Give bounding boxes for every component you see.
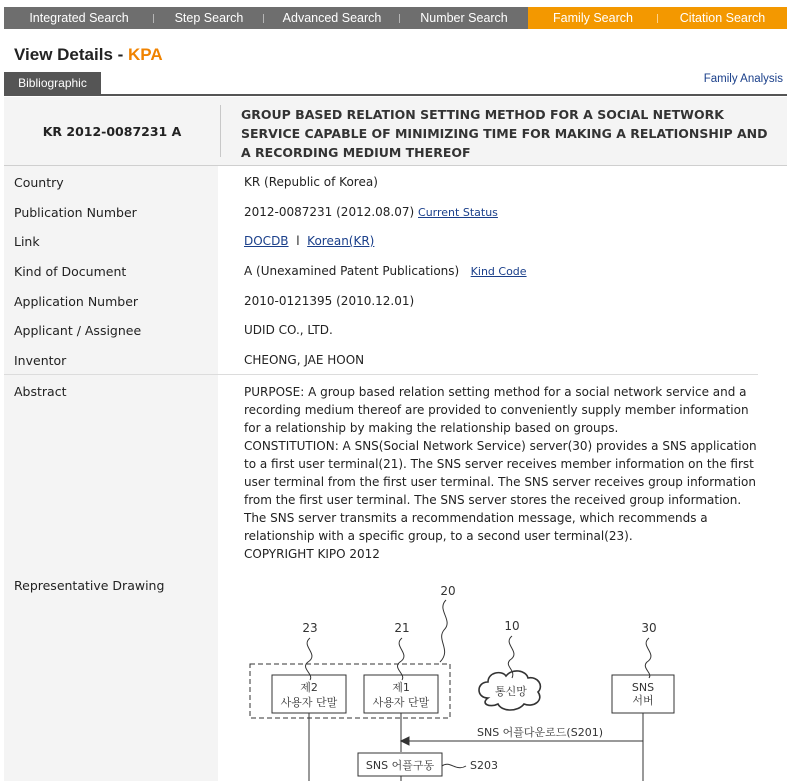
abstract-constitution: CONSTITUTION: A SNS(Social Network Service) server(30) provides a SNS application to a first user terminal(21). The SNS server receives member information on the first user terminal from the first user terminal. The SNS server receives group information from the first user terminal. The SNS server stores the received group information. The SNS server transmits a recommendation message, which recommends a relationship with a specific group, to a second user terminal(23). [244,439,757,543]
tab-step-search[interactable] [154,7,264,29]
section-divider [4,374,758,375]
application-number-value: 2010-0121395 (2010.12.01) [244,294,415,308]
terminal-1-line2: 사용자 단말 [372,696,430,709]
tab-label: Number Search [420,11,508,25]
ref-number-21: 21 [394,621,410,635]
tab-bibliographic[interactable]: Bibliographic [4,72,101,94]
terminal-1-line1: 제1 [392,681,410,694]
tab-citation-search[interactable] [658,7,787,29]
korean-kr-link[interactable]: Korean(KR) [307,234,375,248]
network-label: 통신망 [495,685,527,698]
abstract-text [244,383,764,563]
docdb-link[interactable]: DOCDB [244,234,289,248]
link-separator: l [296,234,300,248]
step-s203-label: S203 [470,759,498,772]
kind-of-document-label: Kind of Document [14,264,127,279]
header-divider [220,105,221,157]
country-value: KR (Republic of Korea) [244,175,378,189]
sns-server-line1: SNS [631,681,655,694]
page-title [14,45,163,65]
family-analysis-link[interactable]: Family Analysis [703,73,783,85]
step-leader [442,764,466,767]
tab-label: Family Search [553,11,633,25]
link-value [244,234,374,248]
tab-underline [4,94,787,96]
inventor-value: CHEONG, JAE HOON [244,353,365,367]
application-number-label: Application Number [14,294,139,309]
leader-line [440,600,447,662]
record-header [4,97,787,166]
representative-drawing [240,580,700,781]
run-app-label: SNS 어플구동 [365,759,435,772]
abstract-label: Abstract [14,384,67,399]
abstract-purpose: PURPOSE: A group based relation setting method for a social network service and a recording medium thereof are provided to conveniently supply member information for a relationship by making the relationship based on groups. [244,385,749,435]
terminal-2-line1: 제2 [300,681,318,694]
ref-number-20: 20 [440,584,456,598]
publication-number-value [244,205,498,219]
kind-code-link[interactable]: Kind Code [470,265,527,278]
tab-label: Citation Search [679,11,766,25]
ref-number-23: 23 [302,621,318,635]
title-text: View Details [14,45,113,64]
kind-of-document-text: A (Unexamined Patent Publications) [244,264,460,278]
publication-number-label: Publication Number [14,205,137,220]
ref-number-30: 30 [641,621,657,635]
current-status-link[interactable]: Current Status [418,206,498,219]
kind-of-document-value [244,264,527,278]
publication-number-text: 2012-0087231 (2012.08.07) [244,205,415,219]
tab-advanced-search[interactable] [264,7,400,29]
patent-title: GROUP BASED RELATION SETTING METHOD FOR A SOCIAL NETWORK SERVICE CAPABLE OF MINIMIZING TIME FOR MAKING A RELATIONSHIP AND A RECORDING MEDIUM THEREOF [241,107,768,160]
leader-line [645,638,651,678]
label-column [4,166,218,781]
representative-drawing-label: Representative Drawing [14,578,165,593]
leader-line [397,638,403,680]
link-label: Link [14,234,40,249]
country-label: Country [14,175,64,190]
group-dashed-box [250,664,450,718]
applicant-label: Applicant / Assignee [14,323,142,338]
arrow-head [401,737,409,745]
sns-server-line2: 서버 [632,694,654,707]
tab-integrated-search[interactable] [4,7,154,29]
tab-label: Step Search [174,11,244,25]
abstract-copyright: COPYRIGHT KIPO 2012 [244,547,380,561]
terminal-2-line2: 사용자 단말 [280,696,338,709]
top-navigation [4,7,787,29]
applicant-value: UDID CO., LTD. [244,323,333,337]
tab-label: Integrated Search [29,11,129,25]
inventor-label: Inventor [14,353,67,368]
ref-number-10: 10 [504,619,520,633]
tab-number-search[interactable] [400,7,528,29]
leader-line [305,638,311,680]
publication-id: KR 2012-0087231 A [42,123,182,139]
download-message-label: SNS 어플다운로드(S201) [476,726,604,739]
title-separator: - [112,45,129,64]
title-accent: KPA [128,45,163,64]
tab-label: Advanced Search [282,11,382,25]
tab-family-search[interactable] [528,7,658,29]
